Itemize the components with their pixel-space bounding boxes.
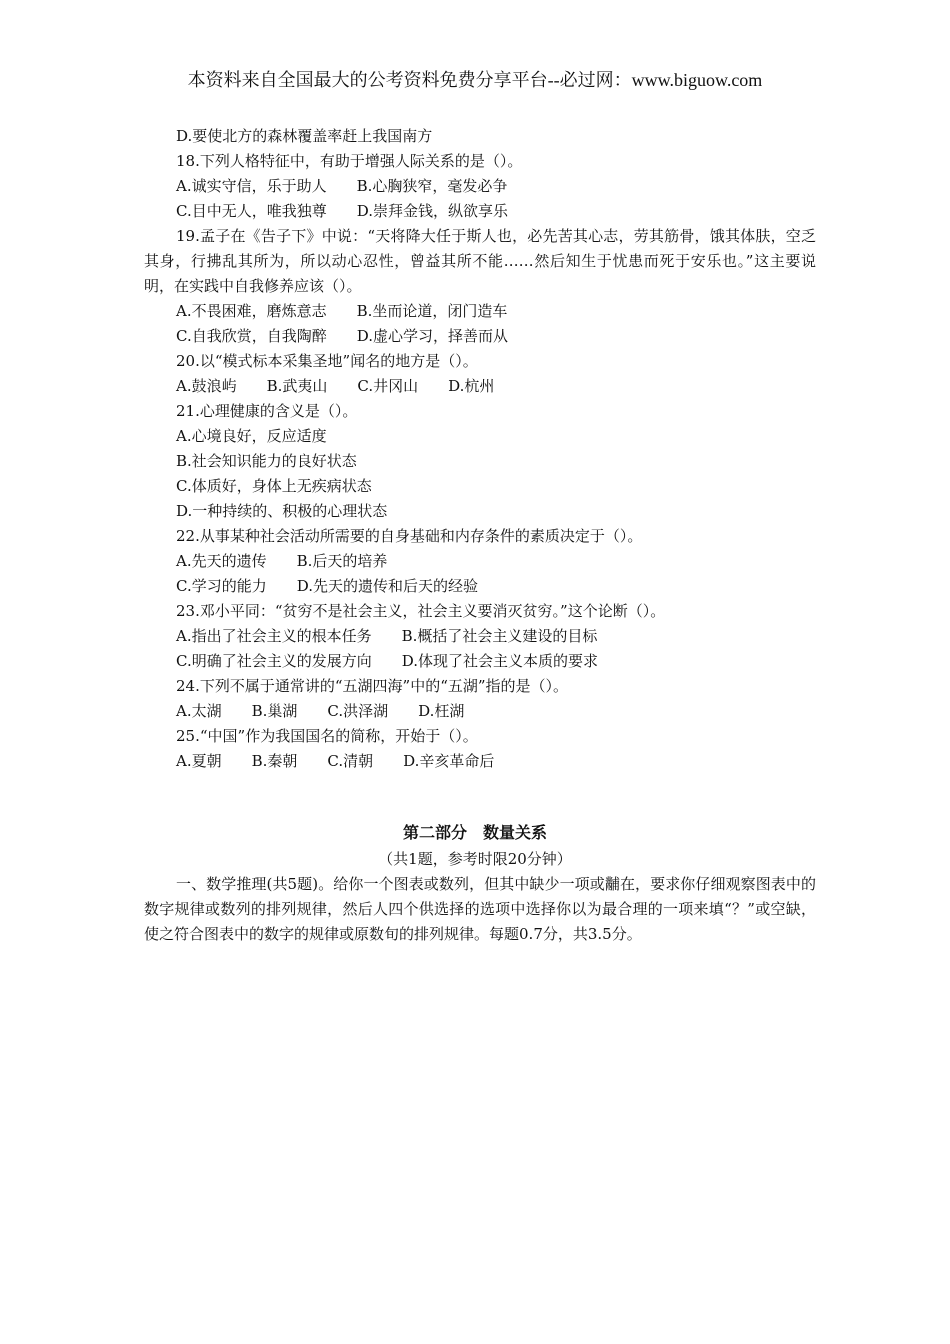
option-text: D.崇拜金钱，纵欲享乐	[356, 202, 508, 220]
question-19-text: 19.孟子在《告子下》中说：“天将降大任于斯人也，必先苦其心志，劳其筋骨，饿其体肤，空乏其身，行拂乱其所为，所以动心忍性，曾益其所不能……然后知生于忧患而死于安乐也。”这主要说明，在实践中自我修养应该（）。	[144, 227, 816, 295]
option-text: C.自我欣赏，自我陶醉	[176, 327, 327, 345]
option-text: A.指出了社会主义的根本任务	[176, 627, 372, 645]
option-text: D.先天的遗传和后天的经验	[296, 577, 478, 595]
line-text: 22.从事某种社会活动所需要的自身基础和内存条件的素质决定于（）。	[176, 527, 643, 545]
question-list	[144, 124, 816, 774]
text-line	[144, 424, 816, 449]
option-text: B.武夷山	[266, 377, 328, 395]
option-text: C.井冈山	[357, 377, 419, 395]
text-line	[144, 674, 816, 699]
option-text: D.枉湖	[418, 702, 465, 720]
page-header: 本资料来自全国最大的公考资料免费分享平台--必过网：www.biguow.com	[187, 70, 763, 90]
section-title: 第二部分 数量关系	[402, 823, 547, 842]
text-line	[144, 699, 816, 724]
line-text: D.一种持续的、积极的心理状态	[176, 502, 388, 520]
text-line	[144, 374, 816, 399]
option-text: B.心胸狭窄，毫发必争	[356, 177, 508, 195]
option-text: C.学习的能力	[176, 577, 267, 595]
text-line	[144, 199, 816, 224]
option-text: C.洪泽湖	[327, 702, 389, 720]
section-instructions: 一、数学推理(共5题)。给你一个图表或数列，但其中缺少一项或黼在，要求你仔细观察图表中的数字规律或数列的排列规律，然后人四个供选择的选项中选择你以为最合理的一项来填“？”或空缺，使之符合图表中的数字的规律或原数旬的排列规律。每题0.7分，共3.5分。	[144, 875, 816, 943]
option-text: B.巢湖	[251, 702, 298, 720]
text-line	[144, 449, 816, 474]
option-text: A.夏朝	[176, 752, 222, 770]
text-line	[144, 524, 816, 549]
option-text: B.后天的培养	[296, 552, 388, 570]
line-text: B.社会知识能力的良好状态	[176, 452, 357, 470]
text-line	[144, 149, 816, 174]
option-text: D.体现了社会主义本质的要求	[401, 652, 598, 670]
text-line	[144, 549, 816, 574]
line-text: 18.下列人格特征中，有助于增强人际关系的是（）。	[176, 152, 523, 170]
line-text: 24.下列不属于通常讲的“五湖四海”中的“五湖”指的是（）。	[176, 677, 569, 695]
option-text: B.秦朝	[251, 752, 298, 770]
line-text: C.体质好，身体上无疾病状态	[176, 477, 372, 495]
line-text: 25.“中国”作为我国国名的简称，开始于（）。	[176, 727, 478, 745]
option-text: C.目中无人，唯我独尊	[176, 202, 327, 220]
line-text: 21.心理健康的含义是（）。	[176, 402, 358, 420]
text-line	[144, 574, 816, 599]
line-text: 23.邓小平同：“贫穷不是社会主义，社会主义要消灭贫穷。”这个论断（）。	[176, 602, 666, 620]
text-line	[144, 349, 816, 374]
option-text: A.鼓浪屿	[176, 377, 237, 395]
line-text: D.要使北方的森林覆盖率赶上我国南方	[176, 127, 433, 145]
text-line	[144, 649, 816, 674]
option-text: A.太湖	[176, 702, 222, 720]
text-line	[144, 499, 816, 524]
option-text: D.虚心学习，择善而从	[356, 327, 508, 345]
option-text: A.不畏困难，磨炼意志	[176, 302, 327, 320]
option-text: C.明确了社会主义的发展方向	[176, 652, 372, 670]
option-text: C.清朝	[327, 752, 374, 770]
question-block-2	[144, 299, 816, 774]
option-text: D.辛亥革命后	[403, 752, 495, 770]
option-text: B.概括了社会主义建设的目标	[401, 627, 598, 645]
text-line	[144, 124, 816, 149]
text-line	[144, 749, 816, 774]
text-line	[144, 324, 816, 349]
option-text: B.坐而论道，闭门造车	[356, 302, 508, 320]
text-line	[144, 724, 816, 749]
text-line	[144, 174, 816, 199]
option-text: D.杭州	[448, 377, 495, 395]
text-line	[144, 299, 816, 324]
option-text: A.先天的遗传	[176, 552, 267, 570]
line-text: A.心境良好，反应适度	[176, 427, 327, 445]
text-line	[144, 399, 816, 424]
text-line	[144, 474, 816, 499]
question-block-1	[144, 124, 816, 224]
text-line	[144, 624, 816, 649]
line-text: 20.以“模式标本采集圣地”闻名的地方是（）。	[176, 352, 478, 370]
section-subtitle: （共1题，参考时限20分钟）	[378, 850, 572, 868]
option-text: A.诚实守信，乐于助人	[176, 177, 327, 195]
text-line	[144, 599, 816, 624]
